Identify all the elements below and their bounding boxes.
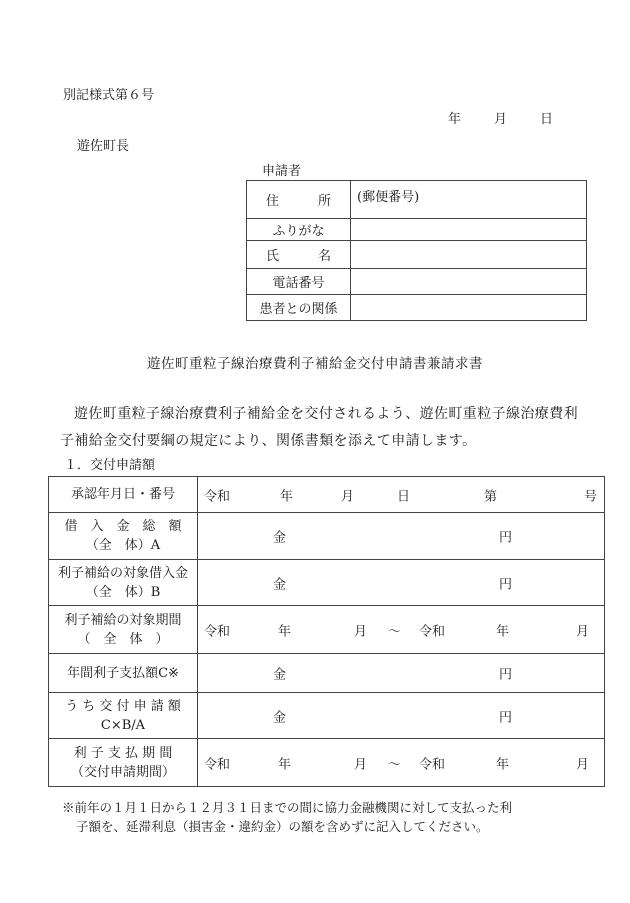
section-heading: １．交付申請額 (64, 458, 156, 473)
payment-period-field[interactable]: 令和 年 月 ～ 令和 年 月 (198, 739, 605, 787)
annual-interest-field[interactable]: 金 円 (198, 654, 605, 693)
furigana-field[interactable] (351, 219, 587, 241)
relation-label: 患者との関係 (247, 295, 351, 321)
total-loan-field[interactable]: 金 円 (198, 513, 605, 560)
phone-label: 電話番号 (247, 269, 351, 295)
approval-date-field[interactable]: 令和 年 月 日 第 号 (198, 477, 605, 513)
applicant-row-name (247, 241, 587, 269)
applicant-label: 申請者 (262, 164, 302, 179)
annual-interest-header: 年間利子支払額C※ (49, 654, 198, 693)
date-month: 月 (494, 112, 508, 127)
requested-amount-field[interactable]: 金 円 (198, 693, 605, 739)
applicant-row-relation (247, 295, 587, 321)
requested-amount-header: う ち 交 付 申 請 額 C×B/A (49, 693, 198, 739)
total-loan-header: 借 入 金 総 額 （全 体）A (49, 513, 198, 560)
date-year: 年 (448, 112, 462, 127)
table-row (49, 739, 605, 787)
addressee: 遊佐町長 (77, 139, 130, 154)
eligible-loan-header: 利子補給の対象借入金 （全 体）B (49, 560, 198, 606)
payment-period-header: 利 子 支 払 期 間 （交付申請期間） (49, 739, 198, 787)
document-title: 遊佐町重粒子線治療費利子補給金交付申請書兼請求書 (147, 356, 483, 372)
table-row (49, 477, 605, 513)
applicant-row-phone (247, 269, 587, 295)
approval-date-header: 承認年月日・番号 (49, 477, 198, 513)
subsidy-period-header: 利子補給の対象期間 （ 全 体 ） (49, 606, 198, 654)
table-row (49, 654, 605, 693)
subsidy-period-field[interactable]: 令和 年 月 ～ 令和 年 月 (198, 606, 605, 654)
date-day: 日 (540, 112, 554, 127)
table-row (49, 606, 605, 654)
name-field[interactable] (351, 241, 587, 269)
relation-field[interactable] (351, 295, 587, 321)
phone-field[interactable] (351, 269, 587, 295)
name-label: 氏 名 (247, 241, 351, 269)
applicant-table (246, 180, 587, 321)
form-number: 別記様式第６号 (63, 88, 155, 103)
eligible-loan-field[interactable]: 金 円 (198, 560, 605, 606)
table-row (49, 693, 605, 739)
body-text: 遊佐町重粒子線治療費利子補給金を交付されるよう、遊佐町重粒子線治療費利子補給金交付要綱の規定により、関係書類を添えて申請します。 (60, 406, 578, 449)
furigana-label: ふりがな (247, 219, 351, 241)
applicant-row-address (247, 181, 587, 219)
footnote: ※前年の１月１日から１２月３１日までの間に協力金融機関に対して支払った利 子額を、延滞利息（損害金・違約金）の額を含めずに記入してください。 (62, 800, 513, 834)
address-label: 住 所 (247, 181, 351, 219)
table-row (49, 513, 605, 560)
table-row (49, 560, 605, 606)
address-field[interactable]: (郵便番号) (351, 181, 587, 219)
applicant-row-furigana (247, 219, 587, 241)
application-amount-table (48, 476, 605, 787)
